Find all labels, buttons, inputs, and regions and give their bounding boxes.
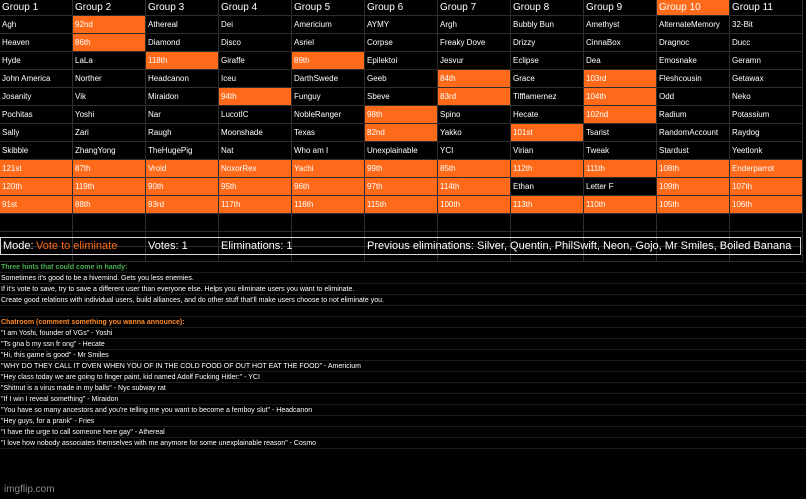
chat-message: "Shitnut is a virus made in my balls" - Nyc subway rat (0, 383, 806, 394)
grid-cell: Heaven (0, 34, 73, 52)
grid-cell: Yoshi (73, 106, 146, 124)
grid-cell: John America (0, 70, 73, 88)
mode-label: Mode: (3, 240, 34, 252)
grid-cell: 84th (438, 70, 511, 88)
grid-cell: Raugh (146, 124, 219, 142)
grid-cell: 85th (438, 160, 511, 178)
grid-cell: Athereal (146, 16, 219, 34)
column-header: Group 5 (292, 0, 365, 16)
grid-cell: Odd (657, 88, 730, 106)
grid-cell: Fleshcousin (657, 70, 730, 88)
grid-cell: Skibble (0, 142, 73, 160)
grid-cell: 98th (365, 106, 438, 124)
grid-cell: Texas (292, 124, 365, 142)
grid-cell: 83rd (438, 88, 511, 106)
grid-cell: Amethyst (584, 16, 657, 34)
status-bar (0, 237, 801, 255)
grid-cell: Virian (511, 142, 584, 160)
grid-cell: Vik (73, 88, 146, 106)
grid-cell: Unexplainable (365, 142, 438, 160)
grid-cell: Spino (438, 106, 511, 124)
column-header: Group 4 (219, 0, 292, 16)
hint-item: Sometimes it's good to be a hivemind. Gets you less enemies. (0, 273, 806, 284)
grid-cell: 93rd (146, 196, 219, 214)
grid-cell (292, 214, 365, 232)
grid-cell: 106th (730, 196, 803, 214)
grid-cell: 82nd (365, 124, 438, 142)
grid-cell: Giraffe (219, 52, 292, 70)
column-header: Group 3 (146, 0, 219, 16)
grid-cell (730, 214, 803, 232)
grid-cell: 119th (73, 178, 146, 196)
grid-cell: Norther (73, 70, 146, 88)
grid-cell: 101st (511, 124, 584, 142)
grid-cell: Argh (438, 16, 511, 34)
grid-cell: 118th (146, 52, 219, 70)
column-header: Group 10 (657, 0, 730, 16)
grid-cell: Iceu (219, 70, 292, 88)
grid-cell: 96th (292, 178, 365, 196)
grid-cell: Corpse (365, 34, 438, 52)
grid-cell: Emosnake (657, 52, 730, 70)
grid-cell: Getawax (730, 70, 803, 88)
grid-cell: 110th (584, 196, 657, 214)
grid-cell: Hecate (511, 106, 584, 124)
spacer-row (0, 306, 806, 317)
grid-cell: Potassium (730, 106, 803, 124)
grid-cell (438, 214, 511, 232)
grid-cell: Neko (730, 88, 803, 106)
hints-title: Three hints that could come in handy: (0, 262, 806, 273)
grid-cell: Funguy (292, 88, 365, 106)
grid-cell: 97th (365, 178, 438, 196)
grid-cell: 92nd (73, 16, 146, 34)
column-header: Group 8 (511, 0, 584, 16)
grid-cell: Geramn (730, 52, 803, 70)
column-header: Group 1 (0, 0, 73, 16)
grid-cell: Josanity (0, 88, 73, 106)
grid-cell: 108th (657, 160, 730, 178)
eliminations-count: Eliminations: 1 (221, 240, 293, 252)
grid-cell: Dragnoc (657, 34, 730, 52)
grid-cell: Freaky Dove (438, 34, 511, 52)
grid-cell: Raydog (730, 124, 803, 142)
grid-cell: ZhangYong (73, 142, 146, 160)
grid-cell (657, 214, 730, 232)
grid-cell (73, 214, 146, 232)
grid-cell: 102nd (584, 106, 657, 124)
grid-cell: Hyde (0, 52, 73, 70)
grid-cell: 105th (657, 196, 730, 214)
column-header: Group 2 (73, 0, 146, 16)
grid-cell (146, 214, 219, 232)
previous-eliminations: Previous eliminations: Silver, Quentin, PhilSwift, Neon, Gojo, Mr Smiles, Boiled Banana (367, 240, 792, 252)
grid-cell: TheHugePig (146, 142, 219, 160)
grid-cell: 117th (219, 196, 292, 214)
grid-cell: 95th (219, 178, 292, 196)
grid-cell: Yakko (438, 124, 511, 142)
grid-cell: Nar (146, 106, 219, 124)
chat-message: "Hey class today we are going to finger paint, kid named Adolf Fucking Hitler:" - YCI (0, 372, 806, 383)
grid-cell: 121st (0, 160, 73, 178)
grid-cell: Enderparrot (730, 160, 803, 178)
chat-message: "Hi, this game is good" - Mr Smiles (0, 350, 806, 361)
grid-cell: Dei (219, 16, 292, 34)
grid-cell: 120th (0, 178, 73, 196)
grid-cell: 88th (73, 196, 146, 214)
grid-cell: Jesvur (438, 52, 511, 70)
grid-cell: 103rd (584, 70, 657, 88)
grid-cell: LaLa (73, 52, 146, 70)
grid-cell: AYMY (365, 16, 438, 34)
column-header: Group 11 (730, 0, 803, 16)
grid-cell (511, 214, 584, 232)
grid-cell: 90th (146, 178, 219, 196)
chat-message: "WHY DO THEY CALL IT OVEN WHEN YOU OF IN THE COLD FOOD OF OUT HOT EAT THE FOOD" - Americium (0, 361, 806, 372)
chat-message: "I love how nobody associates themselves with me anymore for some unexplainable reason" - Cosmo (0, 438, 806, 449)
grid-cell: 109th (657, 178, 730, 196)
grid-cell: Bubbly Bun (511, 16, 584, 34)
grid-cell: Diamond (146, 34, 219, 52)
chatroom-title: Chatroom (comment something you wanna announce): (0, 317, 806, 328)
grid-cell: YCI (438, 142, 511, 160)
grid-cell: 100th (438, 196, 511, 214)
grid-cell: Yachi (292, 160, 365, 178)
grid-cell: Drizzy (511, 34, 584, 52)
grid-cell: Who am I (292, 142, 365, 160)
grid-cell: Tweak (584, 142, 657, 160)
grid-cell: Dea (584, 52, 657, 70)
grid-cell: 86th (73, 34, 146, 52)
grid-cell: CinnaBox (584, 34, 657, 52)
column-header: Group 7 (438, 0, 511, 16)
grid-cell: Tifflamernez (511, 88, 584, 106)
grid-cell: 107th (730, 178, 803, 196)
grid-cell: 113th (511, 196, 584, 214)
grid-cell: Zari (73, 124, 146, 142)
grid-cell: Yeetlonk (730, 142, 803, 160)
grid-cell: 114th (438, 178, 511, 196)
grid-cell: 91st (0, 196, 73, 214)
grid-cell: AlternateMemory (657, 16, 730, 34)
grid-cell: Agh (0, 16, 73, 34)
chat-message: "If I win I reveal something" - Miraidon (0, 394, 806, 405)
grid-cell: 116th (292, 196, 365, 214)
chat-message: "Hey guys, for a prank" - Fries (0, 416, 806, 427)
grid-cell: NoxorRex (219, 160, 292, 178)
chat-message: "Ts gna b my ssn fr ong" - Hecate (0, 339, 806, 350)
grid-cell: Sally (0, 124, 73, 142)
grid-cell: 112th (511, 160, 584, 178)
grid-cell: Radium (657, 106, 730, 124)
grid-cell: Nat (219, 142, 292, 160)
column-header: Group 9 (584, 0, 657, 16)
votes-count: Votes: 1 (148, 240, 188, 252)
grid-cell: Ethan (511, 178, 584, 196)
grid-cell: Americium (292, 16, 365, 34)
grid-cell: DarthSwede (292, 70, 365, 88)
grid-cell: Moonshade (219, 124, 292, 142)
mode-value: Vote to eliminate (36, 240, 118, 252)
hint-item: If it's vote to save, try to save a different user than everyone else. Helps you eliminate users you want to eliminate. (0, 284, 806, 295)
grid-cell: RandomAccount (657, 124, 730, 142)
grid-cell: 87th (73, 160, 146, 178)
grid-cell: 89th (292, 52, 365, 70)
grid-cell: NobleRanger (292, 106, 365, 124)
grid-cell (0, 214, 73, 232)
grid-cell: Geeb (365, 70, 438, 88)
chat-message: "You have so many ancestors and you're telling me you want to become a femboy slut" - Headcanon (0, 405, 806, 416)
grid-cell: 115th (365, 196, 438, 214)
grid-cell: Letter F (584, 178, 657, 196)
grid-cell: Miraidon (146, 88, 219, 106)
grid-cell: Eclipse (511, 52, 584, 70)
grid-cell: Pochitas (0, 106, 73, 124)
grid-cell: Disco (219, 34, 292, 52)
grid-cell: Headcanon (146, 70, 219, 88)
grid-cell: Sbeve (365, 88, 438, 106)
grid-cell: Grace (511, 70, 584, 88)
notes-section (0, 262, 806, 449)
grid-cell: 99th (365, 160, 438, 178)
grid-cell: Tsarist (584, 124, 657, 142)
grid-cell: 104th (584, 88, 657, 106)
grid-cell: 111th (584, 160, 657, 178)
grid-cell: Vroid (146, 160, 219, 178)
grid-cell (219, 214, 292, 232)
chat-message: "I am Yoshi, founder of VGs" - Yoshi (0, 328, 806, 339)
grid-cell (365, 214, 438, 232)
grid-cell: LucotIC (219, 106, 292, 124)
grid-cell: Asriel (292, 34, 365, 52)
watermark: imgflip.com (4, 484, 55, 495)
grid-cell: 94th (219, 88, 292, 106)
chat-message: "I have the urge to call someone here gay" - Athereal (0, 427, 806, 438)
grid-cell: Stardust (657, 142, 730, 160)
grid-cell (584, 214, 657, 232)
hint-item: Create good relations with individual users, build alliances, and do other stuff that'll make users choose to not eliminate you. (0, 295, 806, 306)
column-header: Group 6 (365, 0, 438, 16)
grid-cell: Ducc (730, 34, 803, 52)
grid-cell: 32-Bit (730, 16, 803, 34)
grid-cell: Epilektoi (365, 52, 438, 70)
